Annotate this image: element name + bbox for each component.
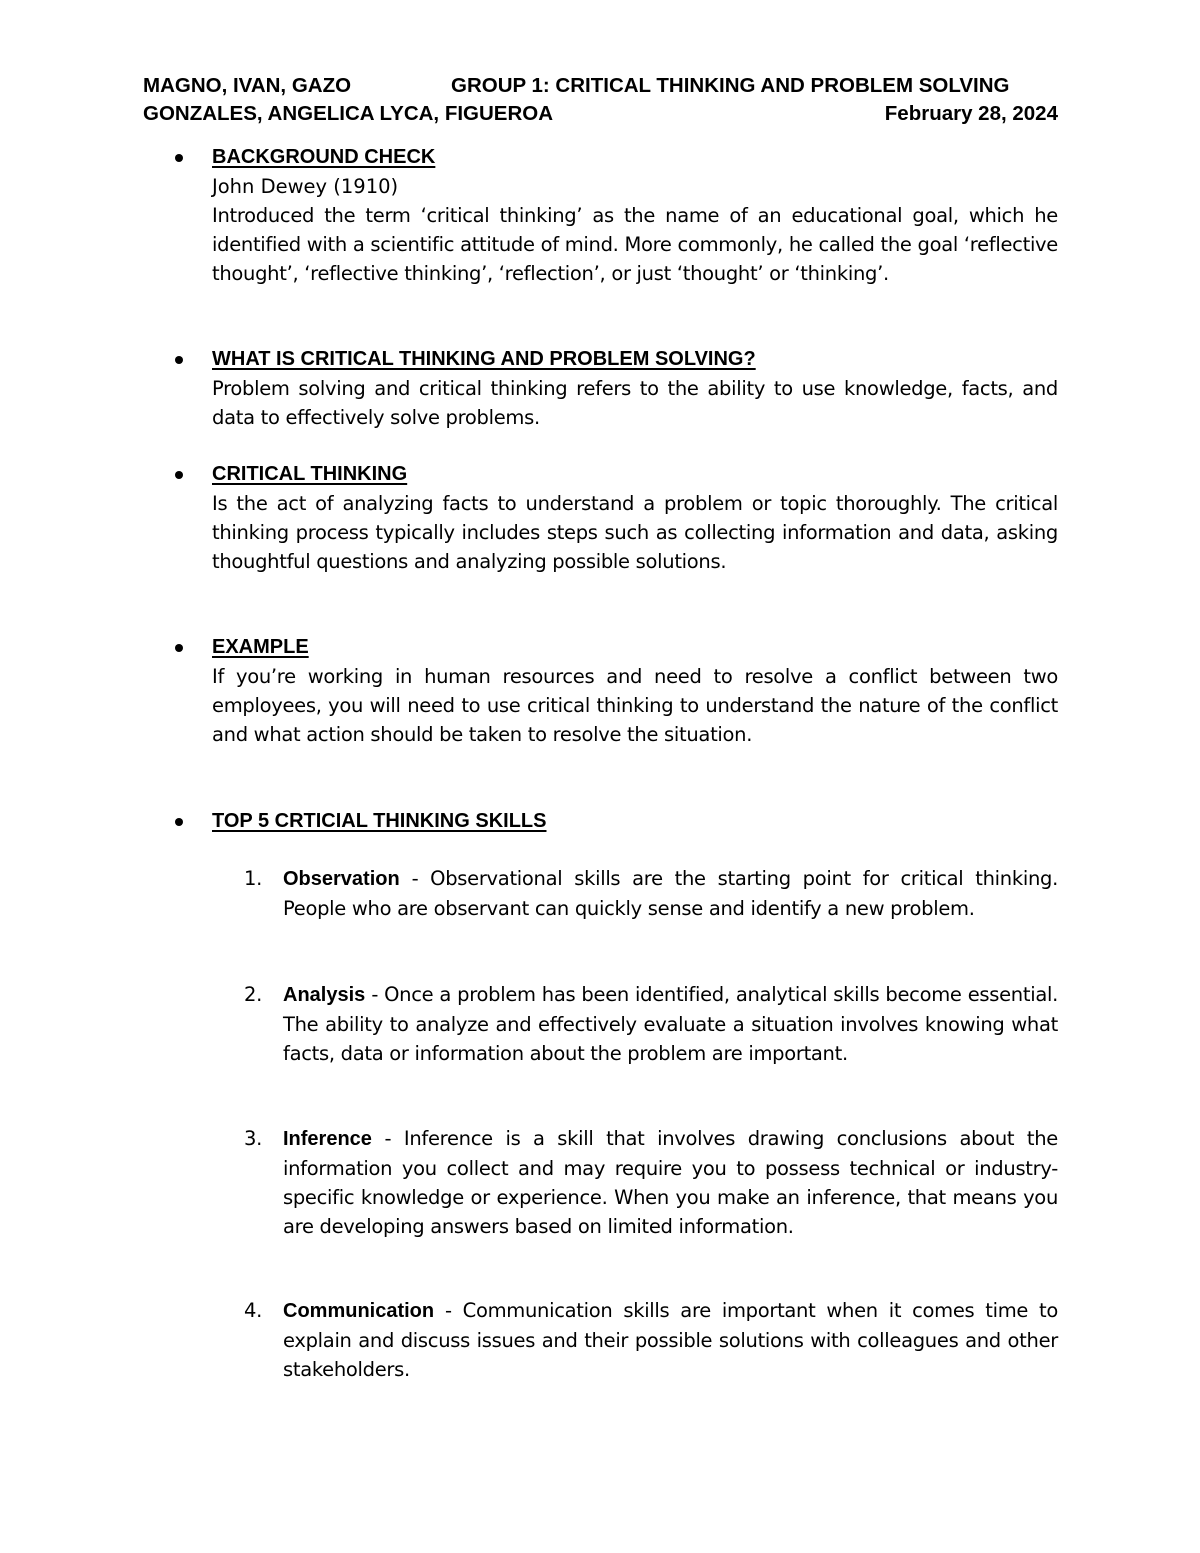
bullet-icon [175,471,183,479]
skill-term: Inference [283,1128,372,1150]
section-body: Is the act of analyzing facts to understand a problem or topic thoroughly. The critical thinking process typically includes steps such as collecting information and data, asking thoughtful questions and analyzing possible solutions. [212,492,1058,573]
skill-text: - Inference is a skill that involves drawing conclusions about the information you collect and may require you to possess technical or industry-specific knowledge or experience. When you make an inference, that means you are developing answers based on limited information. [283,1127,1058,1238]
group-title: GROUP 1: CRITICAL THINKING AND PROBLEM SOLVING [451,74,1010,97]
section-heading: TOP 5 CRTICIAL THINKING SKILLS [212,810,547,832]
item-number: 2. [244,983,263,1006]
bullet-icon [175,818,183,826]
skill-term: Observation [283,868,400,890]
item-number: 1. [244,867,263,890]
section-what-is [212,345,1058,432]
section-top5 [212,807,1058,836]
section-critical-thinking [212,460,1058,576]
skill-item-analysis [244,980,1058,1068]
bullet-icon [175,356,183,364]
section-heading: EXAMPLE [212,636,309,658]
bullet-icon [175,644,183,652]
section-body: Problem solving and critical thinking refers to the ability to use knowledge, facts, and data to effectively solve problems. [212,377,1058,429]
document-date: February 28, 2024 [884,102,1058,125]
bullet-icon [175,154,183,162]
skill-text: - Observational skills are the starting point for critical thinking. People who are observant can quickly sense and identify a new problem. [283,867,1058,920]
skill-text: - Communication skills are important when it comes time to explain and discuss issues and their possible solutions with colleagues and other stakeholders. [283,1299,1058,1381]
skill-item-inference [244,1124,1058,1241]
section-background-check [212,143,1058,288]
section-heading: CRITICAL THINKING [212,463,408,485]
section-body: Introduced the term ‘critical thinking’ as the name of an educational goal, which he identified with a scientific attitude of mind. More commonly, he called the goal ‘reflective thought’, ‘reflective thinking’, ‘reflection’, or just ‘thought’ or ‘thinking’. [212,204,1058,285]
skill-item-observation [244,864,1058,923]
header-row-2 [143,100,1058,128]
item-number: 4. [244,1299,263,1322]
authors-line-1: MAGNO, IVAN, GAZO [143,74,352,97]
item-number: 3. [244,1127,263,1150]
header-row-1 [143,72,1058,100]
authors-line-2: GONZALES, ANGELICA LYCA, FIGUEROA [143,102,554,125]
skill-term: Analysis [283,984,366,1006]
section-body: If you’re working in human resources and need to resolve a conflict between two employees, you will need to use critical thinking to understand the nature of the conflict and what action should be taken to resolve the situation. [212,665,1058,746]
skill-term: Communication [283,1300,435,1322]
section-subheading: John Dewey (1910) [212,175,399,198]
skill-item-communication [244,1296,1058,1384]
section-example [212,633,1058,749]
section-heading: WHAT IS CRITICAL THINKING AND PROBLEM SOLVING? [212,348,756,370]
section-heading: BACKGROUND CHECK [212,146,436,168]
skill-text: - Once a problem has been identified, analytical skills become essential. The ability to analyze and effectively evaluate a situation involves knowing what facts, data or information about the problem are important. [283,983,1058,1065]
